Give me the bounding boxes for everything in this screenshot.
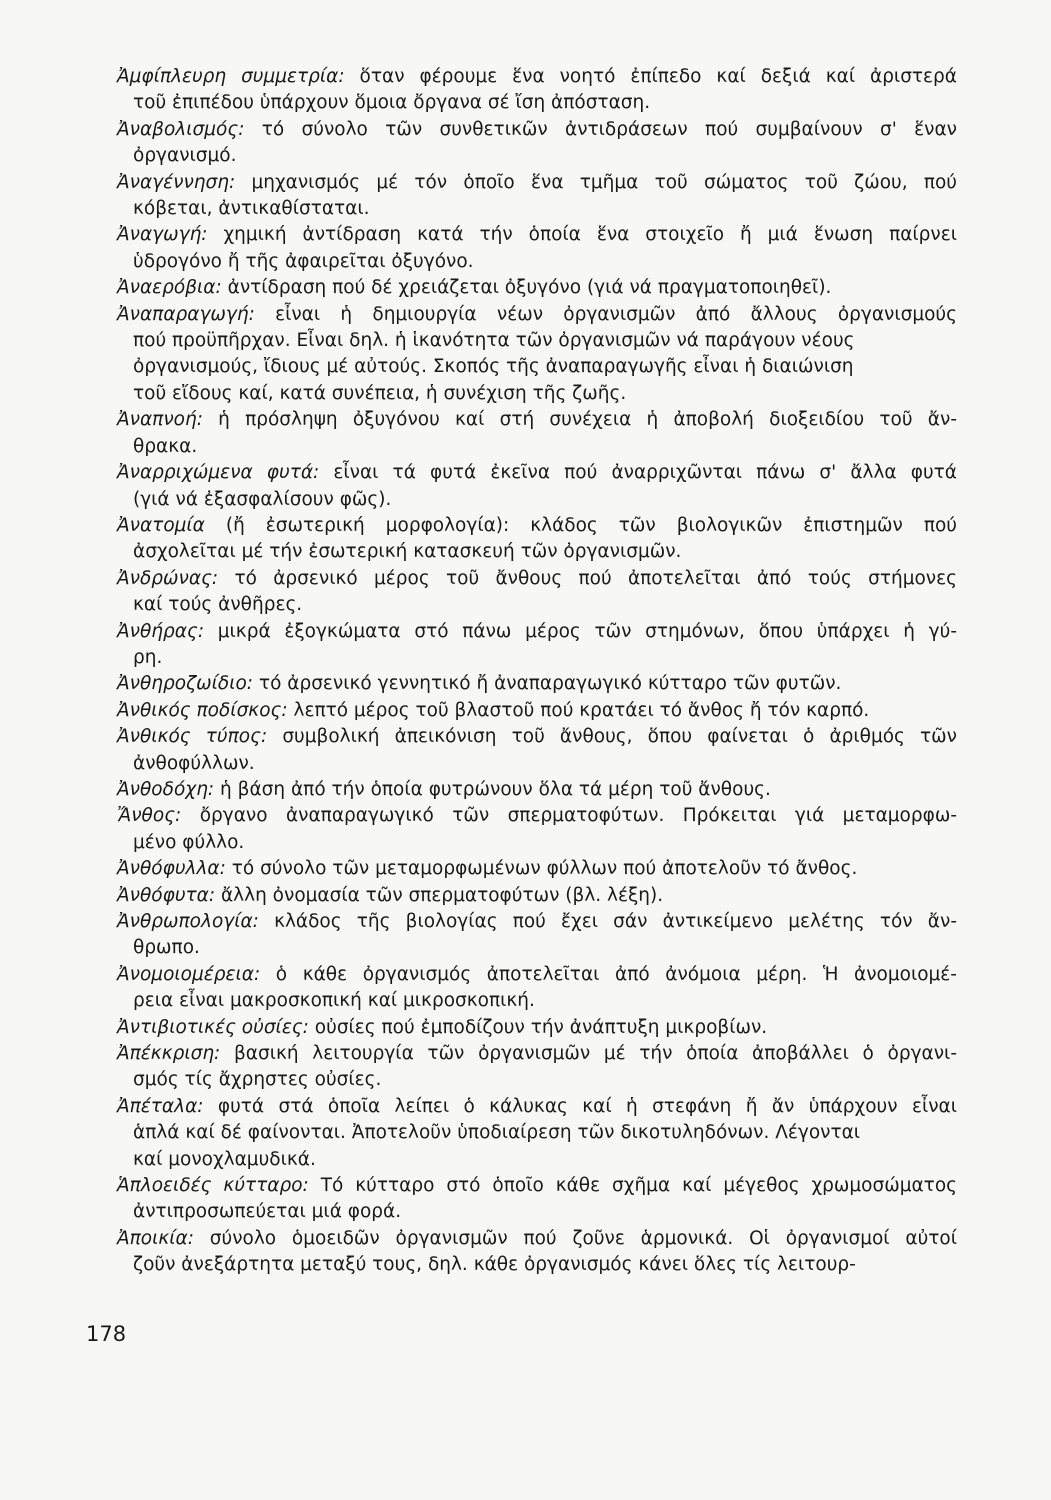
- entry-text: μένο φύλλο.: [133, 831, 245, 853]
- entry-line: [117, 1252, 957, 1278]
- entry-term: Ἀναπνοή:: [117, 409, 203, 431]
- entry-line: [117, 803, 957, 829]
- glossary-entry: [117, 671, 957, 697]
- entry-text: ἀντιπροσωπεύεται μιά φορά.: [133, 1201, 402, 1223]
- entry-text: ἄλλη ὀνομασία τῶν σπερματοφύτων (βλ. λέξη).: [215, 884, 664, 906]
- entry-line: [117, 724, 957, 750]
- glossary-entry: [117, 222, 957, 275]
- entry-text: τοῦ ἐπιπέδου ὑπάρχουν ὅμοια ὄργανα σέ ἴση ἀπόσταση.: [133, 92, 651, 114]
- entry-line: [117, 566, 957, 592]
- entry-line: [117, 249, 957, 275]
- entry-text: σύνολο ὁμοειδῶν ὀργανισμῶν πού ζοῦνε ἁρμονικά. Οἱ ὀργανισμοί αὐτοί: [193, 1227, 957, 1249]
- entry-text: μηχανισμός μέ τόν ὁποῖο ἕνα τμῆμα τοῦ σώματος τοῦ ζώου, πού: [235, 171, 957, 193]
- entry-term: Ἀνθηροζωίδιο:: [117, 673, 254, 695]
- entry-line: [117, 856, 957, 882]
- glossary-entry: [117, 803, 957, 856]
- glossary-entry: [117, 170, 957, 223]
- entry-line: [117, 302, 957, 328]
- glossary-entry: [117, 302, 957, 408]
- entry-term: Ἀνθόφυλλα:: [117, 858, 226, 880]
- entry-text: ἀνθοφύλλων.: [133, 752, 255, 774]
- entry-line: [117, 909, 957, 935]
- entry-text: κόβεται, ἀντικαθίσταται.: [133, 198, 370, 220]
- entry-term: Ἀναγέννηση:: [117, 171, 236, 193]
- entry-line: [117, 407, 957, 433]
- entry-text: βασική λειτουργία τῶν ὀργανισμῶν μέ τήν ὁποία ἀποβάλλει ὁ ὀργανι-: [220, 1043, 957, 1065]
- entry-term: Ἄνθος:: [117, 805, 182, 827]
- entry-text: σμός τίς ἄχρηστες οὐσίες.: [133, 1069, 382, 1091]
- entry-text: ὄργανο ἀναπαραγωγικό τῶν σπερματοφύτων. Πρόκειται γιά μεταμορφω-: [181, 805, 957, 827]
- entry-line: [117, 935, 957, 961]
- entry-term: Ἀμφίπλευρη συμμετρία:: [117, 66, 345, 87]
- entry-term: Ἀπέκκριση:: [117, 1043, 221, 1065]
- glossary-entry: [117, 407, 957, 460]
- entry-text: ὁ κάθε ὀργανισμός ἀποτελεῖται ἀπό ἀνόμοια μέρη. Ἡ ἀνομοιομέ-: [260, 963, 957, 985]
- glossary-entry: [117, 460, 957, 513]
- entry-text: ὅταν φέρουμε ἕνα νοητό ἐπίπεδο καί δεξιά καί ἀριστερά: [344, 66, 957, 87]
- entry-term: Ἀποικία:: [117, 1227, 194, 1249]
- entry-line: [117, 143, 957, 169]
- entry-text: (ἤ ἐσωτερική μορφολογία): κλάδος τῶν βιολογικῶν ἐπιστημῶν πού: [204, 514, 957, 536]
- entry-term: Ἀνθικός τύπος:: [117, 726, 268, 748]
- entry-line: [117, 1041, 957, 1067]
- glossary-entry: [117, 619, 957, 672]
- entry-text: πού προϋπῆρχαν. Εἶναι δηλ. ἡ ἱκανότητα τῶν ὀργανισμῶν νά παράγουν νέους: [133, 330, 855, 352]
- entry-text: ἀσχολεῖται μέ τήν ἐσωτερική κατασκευή τῶν ὀργανισμῶν.: [133, 541, 682, 563]
- glossary-entry: [117, 962, 957, 1015]
- entry-text: ὀργανισμούς, ἴδιους μέ αὐτούς. Σκοπός τῆς ἀναπαραγωγῆς εἶναι ἡ διαιώνιση: [133, 356, 854, 378]
- glossary-entry: [117, 1094, 957, 1173]
- entry-term: Ἀνδρώνας:: [117, 567, 219, 589]
- entry-text: ρεια εἶναι μακροσκοπική καί μικροσκοπική.: [133, 990, 535, 1012]
- entry-text: εἶναι τά φυτά ἐκεῖνα πού ἀναρριχῶνται πάνω σ' ἄλλα φυτά: [319, 462, 957, 484]
- entry-text: τό ἀρσενικό μέρος τοῦ ἄνθους πού ἀποτελεῖται ἀπό τούς στήμονες: [218, 567, 957, 589]
- glossary-entry: [117, 777, 957, 803]
- entry-text: (γιά νά ἐξασφαλίσουν φῶς).: [133, 488, 392, 510]
- entry-line: [117, 170, 957, 196]
- entry-text: θρωπο.: [133, 937, 200, 959]
- glossary-entry: [117, 883, 957, 909]
- entry-line: [117, 830, 957, 856]
- entry-text: συμβολική ἀπεικόνιση τοῦ ἄνθους, ὅπου φαίνεται ὁ ἀριθμός τῶν: [267, 726, 958, 748]
- entry-line: [117, 698, 957, 724]
- glossary-entry: [117, 1173, 957, 1226]
- entry-term: Ἀπέταλα:: [117, 1095, 204, 1117]
- glossary: [117, 64, 957, 1279]
- entry-term: Ἀναβολισμός:: [117, 118, 245, 140]
- entry-line: [117, 1094, 957, 1120]
- entry-text: καί μονοχλαμυδικά.: [133, 1148, 316, 1170]
- entry-term: Ἀνθόφυτα:: [117, 884, 216, 906]
- entry-term: Ἀναρριχώμενα φυτά:: [117, 462, 320, 484]
- entry-text: φυτά στά ὁποῖα λείπει ὁ κάλυκας καί ἡ στεφάνη ἤ ἄν ὑπάρχουν εἶναι: [203, 1095, 957, 1117]
- entry-text: θρακα.: [133, 435, 198, 457]
- glossary-entry: [117, 1041, 957, 1094]
- entry-line: [117, 434, 957, 460]
- entry-text: οὐσίες πού ἐμποδίζουν τήν ἀνάπτυξη μικροβίων.: [308, 1016, 768, 1038]
- entry-term: Ἀνθοδόχη:: [117, 778, 215, 800]
- entry-line: [117, 645, 957, 671]
- entry-text: τοῦ εἴδους καί, κατά συνέπεια, ἡ συνέχιση τῆς ζωῆς.: [133, 382, 627, 404]
- glossary-entry: [117, 566, 957, 619]
- entry-text: ἀντίδραση πού δέ χρειάζεται ὀξυγόνο (γιά νά πραγματοποιηθεῖ).: [221, 277, 832, 299]
- entry-text: ρη.: [133, 646, 163, 668]
- entry-line: [117, 539, 957, 565]
- entry-term: Ἀναγωγή:: [117, 224, 208, 246]
- entry-term: Ἀντιβιοτικές οὐσίες:: [117, 1016, 309, 1038]
- entry-line: [117, 1173, 957, 1199]
- glossary-entry: [117, 1226, 957, 1279]
- entry-term: Ἀνατομία: [117, 514, 205, 536]
- glossary-entry: [117, 698, 957, 724]
- entry-line: [117, 1226, 957, 1252]
- entry-line: [117, 117, 957, 143]
- entry-term: Ἀναπαραγωγή:: [117, 303, 255, 325]
- entry-text: κλάδος τῆς βιολογίας πού ἔχει σάν ἀντικείμενο μελέτης τόν ἄν-: [258, 911, 957, 932]
- page-number: 178: [86, 1322, 127, 1346]
- entry-line: [117, 354, 957, 380]
- entry-text: καί τούς ἀνθῆρες.: [133, 594, 303, 616]
- entry-line: [117, 460, 957, 486]
- entry-text: εἶναι ἡ δημιουργία νέων ὀργανισμῶν ἀπό ἄλλους ὀργανισμούς: [254, 303, 957, 325]
- entry-term: Ἀναερόβια:: [117, 277, 222, 299]
- glossary-entry: [117, 64, 957, 117]
- entry-term: Ἀνθρωπολογία:: [117, 911, 259, 932]
- glossary-entry: [117, 724, 957, 777]
- entry-text: χημική ἀντίδραση κατά τήν ὁποία ἕνα στοιχεῖο ἤ μιά ἕνωση παίρνει: [207, 224, 957, 246]
- glossary-entry: [117, 1015, 957, 1041]
- entry-line: [117, 196, 957, 222]
- entry-text: τό σύνολο τῶν συνθετικῶν ἀντιδράσεων πού συμβαίνουν σ' ἕναν: [244, 118, 957, 140]
- entry-line: [117, 592, 957, 618]
- entry-term: Ἀνθήρας:: [117, 620, 205, 642]
- entry-text: τό ἀρσενικό γεννητικό ἤ ἀναπαραγωγικό κύτταρο τῶν φυτῶν.: [253, 673, 842, 695]
- entry-text: λεπτό μέρος τοῦ βλαστοῦ πού κρατάει τό ἄνθος ἤ τόν καρπό.: [287, 699, 870, 721]
- entry-line: [117, 777, 957, 803]
- glossary-entry: [117, 909, 957, 962]
- entry-line: [117, 1199, 957, 1225]
- entry-text: μικρά ἐξογκώματα στό πάνω μέρος τῶν στημόνων, ὅπου ὑπάρχει ἡ γύ-: [204, 620, 957, 642]
- entry-line: [117, 962, 957, 988]
- entry-line: [117, 222, 957, 248]
- entry-text: ἁπλά καί δέ φαίνονται. Ἀποτελοῦν ὑποδιαίρεση τῶν δικοτυληδόνων. Λέγονται: [133, 1122, 861, 1144]
- entry-line: [117, 1067, 957, 1093]
- entry-line: [117, 487, 957, 513]
- entry-text: τό σύνολο τῶν μεταμορφωμένων φύλλων πού ἀποτελοῦν τό ἄνθος.: [225, 858, 858, 880]
- entry-line: [117, 671, 957, 697]
- entry-line: [117, 64, 957, 90]
- entry-line: [117, 275, 957, 301]
- entry-text: ὑδρογόνο ἤ τῆς ἀφαιρεῖται ὀξυγόνο.: [133, 250, 474, 272]
- glossary-entry: [117, 513, 957, 566]
- entry-text: Τό κύτταρο στό ὁποῖο κάθε σχῆμα καί μέγεθος χρωμοσώματος: [308, 1175, 957, 1197]
- entry-line: [117, 988, 957, 1014]
- glossary-entry: [117, 117, 957, 170]
- entry-line: [117, 513, 957, 539]
- entry-line: [117, 883, 957, 909]
- entry-line: [117, 1120, 957, 1146]
- entry-line: [117, 619, 957, 645]
- entry-line: [117, 328, 957, 354]
- entry-text: ζοῦν ἀνεξάρτητα μεταξύ τους, δηλ. κάθε ὀργανισμός κάνει ὅλες τίς λειτουρ-: [133, 1254, 856, 1276]
- glossary-entry: [117, 275, 957, 301]
- entry-term: Ἀνθικός ποδίσκος:: [117, 699, 288, 721]
- entry-line: [117, 751, 957, 777]
- entry-line: [117, 1147, 957, 1173]
- entry-line: [117, 90, 957, 116]
- glossary-entry: [117, 856, 957, 882]
- entry-term: Ἀνομοιομέρεια:: [117, 963, 261, 985]
- entry-text: ἡ βάση ἀπό τήν ὁποία φυτρώνουν ὅλα τά μέρη τοῦ ἄνθους.: [214, 778, 771, 800]
- entry-text: ὀργανισμό.: [133, 145, 237, 167]
- entry-line: [117, 1015, 957, 1041]
- entry-line: [117, 381, 957, 407]
- entry-text: ἡ πρόσληψη ὀξυγόνου καί στή συνέχεια ἡ ἀποβολή διοξειδίου τοῦ ἄν-: [202, 409, 957, 431]
- entry-term: Ἁπλοειδές κύτταρο:: [117, 1175, 309, 1197]
